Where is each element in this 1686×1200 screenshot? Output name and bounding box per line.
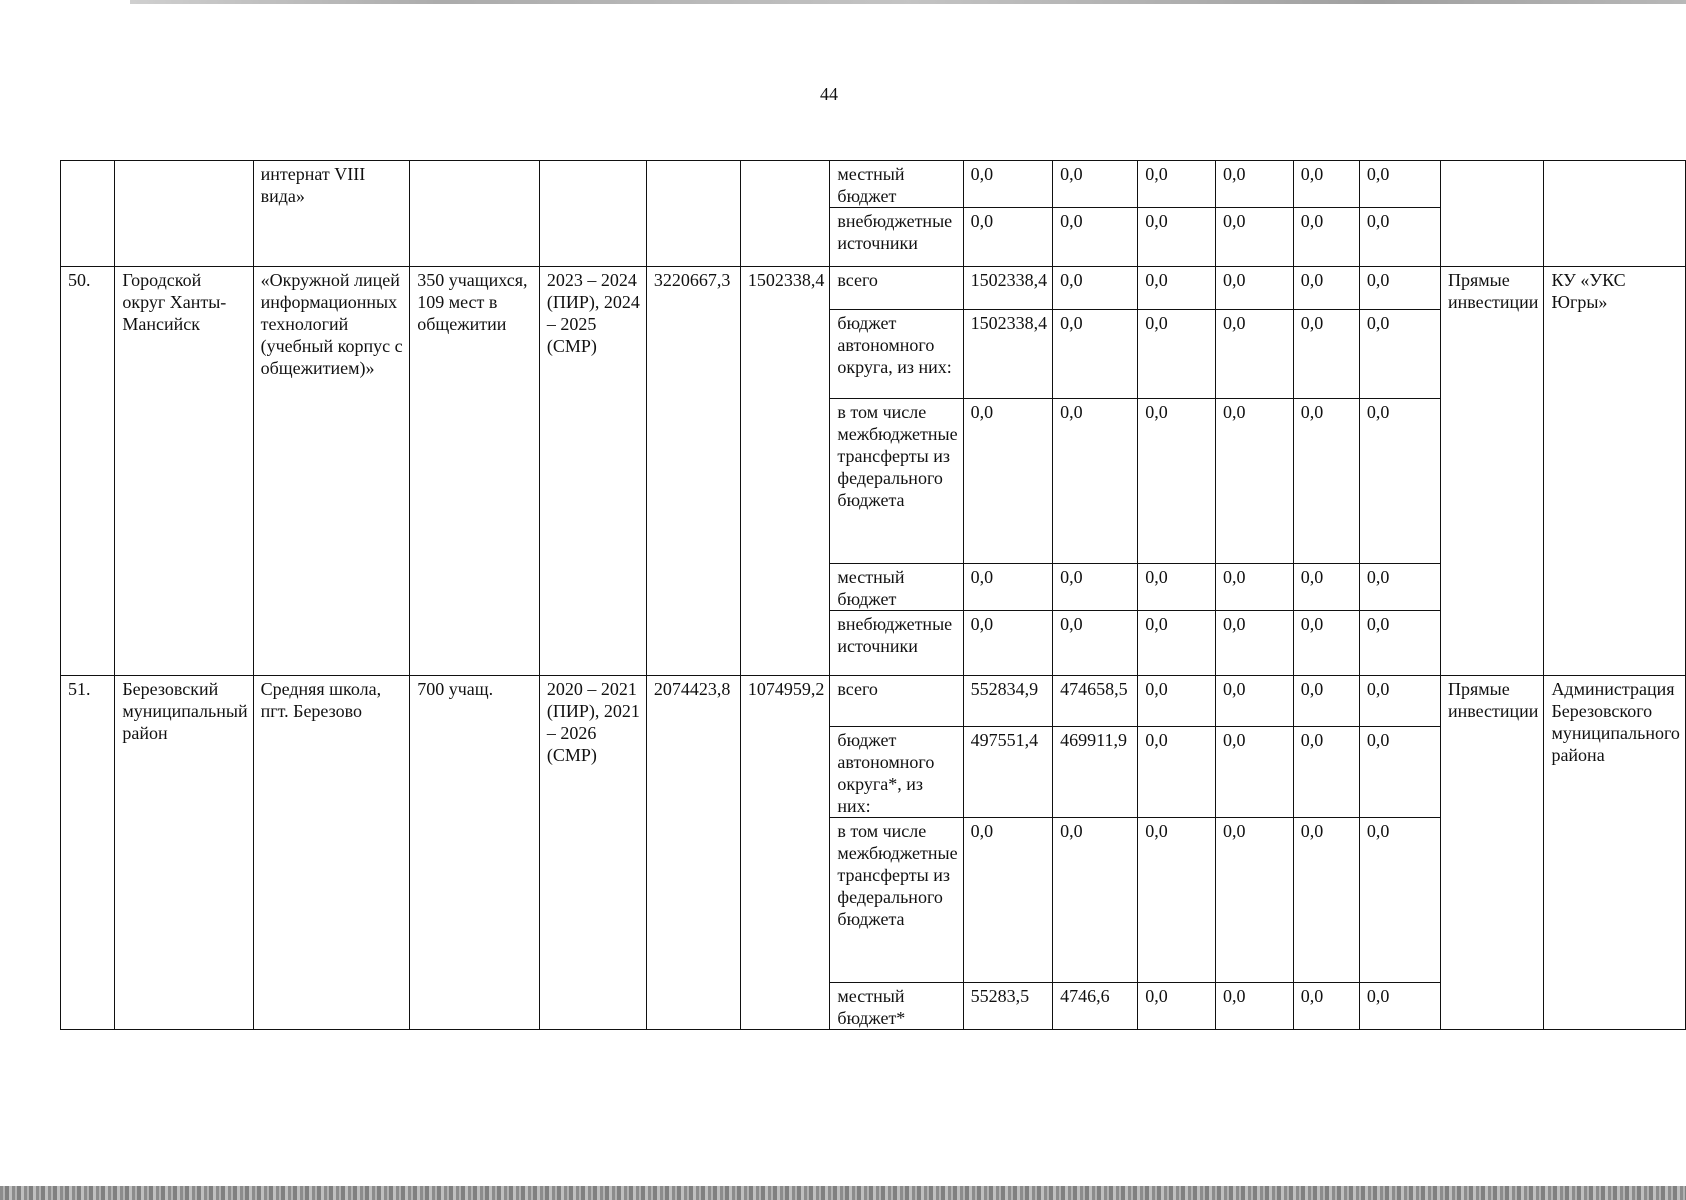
page-number: 44: [820, 84, 838, 104]
cell-period: 2023 – 2024 (ПИР), 2024 – 2025 (СМР): [539, 267, 646, 676]
cell-value: 0,0: [1138, 310, 1216, 399]
cell-value: 0,0: [1359, 267, 1440, 310]
cell-value: 0,0: [1293, 267, 1359, 310]
cell-number: 50.: [61, 267, 115, 676]
table-row: [61, 161, 1686, 208]
scan-edge-top: [130, 0, 1686, 4]
cell-value: 0,0: [1215, 310, 1293, 399]
cell-customer: [1544, 161, 1686, 267]
cell-object: Средняя школа, пгт. Березово: [253, 676, 410, 1030]
cell-value: 0,0: [1053, 818, 1138, 983]
cell-municipality: [115, 161, 253, 267]
cell-value: 0,0: [1053, 611, 1138, 676]
cell-mechanism: Прямые инвестиции: [1440, 676, 1543, 1030]
cell-value: 552834,9: [963, 676, 1053, 727]
cell-value: 0,0: [1359, 727, 1440, 818]
cell-value: 469911,9: [1053, 727, 1138, 818]
cell-value: 0,0: [1138, 727, 1216, 818]
cell-value: 0,0: [1359, 161, 1440, 208]
cell-number: [61, 161, 115, 267]
cell-funding-source: всего: [830, 676, 963, 727]
cell-value: 0,0: [1138, 983, 1216, 1030]
cell-value: 0,0: [1215, 727, 1293, 818]
cell-funding-source: бюджет автономного округа*, из них:: [830, 727, 963, 818]
cell-funding-source: местный бюджет: [830, 161, 963, 208]
cell-object: интернат VIII вида»: [253, 161, 410, 267]
cell-capacity: 350 учащихся, 109 мест в общежитии: [410, 267, 540, 676]
cell-value: 0,0: [1293, 310, 1359, 399]
cell-period: 2020 – 2021 (ПИР), 2021 – 2026 (СМР): [539, 676, 646, 1030]
cell-mechanism: Прямые инвестиции: [1440, 267, 1543, 676]
cell-value: 0,0: [1053, 208, 1138, 267]
cell-value: 0,0: [1359, 676, 1440, 727]
cell-value: 1502338,4: [963, 310, 1053, 399]
cell-value: 0,0: [1215, 983, 1293, 1030]
cell-value: 0,0: [1053, 564, 1138, 611]
cell-funding-source: бюджет автономного округа, из них:: [830, 310, 963, 399]
cell-value: 0,0: [1293, 208, 1359, 267]
cell-number: 51.: [61, 676, 115, 1030]
cell-value: 55283,5: [963, 983, 1053, 1030]
cell-value: 0,0: [963, 399, 1053, 564]
cell-value: 0,0: [1138, 611, 1216, 676]
cell-funding-source: в том числе межбюджетные трансферты из федерального бюджета: [830, 818, 963, 983]
cell-value: 0,0: [963, 611, 1053, 676]
cell-value: 0,0: [1053, 161, 1138, 208]
cell-value: 497551,4: [963, 727, 1053, 818]
cell-value: 0,0: [1293, 818, 1359, 983]
cell-value: 0,0: [1293, 727, 1359, 818]
cell-value: 0,0: [1215, 161, 1293, 208]
cell-value: 0,0: [963, 161, 1053, 208]
cell-funding-source: местный бюджет: [830, 564, 963, 611]
cell-value: 0,0: [1359, 310, 1440, 399]
cell-value: 0,0: [1138, 208, 1216, 267]
cell-customer: КУ «УКС Югры»: [1544, 267, 1686, 676]
scan-edge-bottom: [0, 1186, 1686, 1200]
cell-value: 0,0: [1359, 611, 1440, 676]
cell-value: 0,0: [1293, 611, 1359, 676]
cell-value: 474658,5: [1053, 676, 1138, 727]
cell-value: 0,0: [1215, 818, 1293, 983]
cell-value: 0,0: [1293, 676, 1359, 727]
cell-funding-source: местный бюджет*: [830, 983, 963, 1030]
cell-mechanism: [1440, 161, 1543, 267]
cell-value: 0,0: [1215, 676, 1293, 727]
cell-customer: Администрация Березовского муниципального района: [1544, 676, 1686, 1030]
cell-value: 0,0: [1138, 399, 1216, 564]
table-row: [61, 267, 1686, 310]
cell-remaining: [740, 161, 830, 267]
cell-value: 1502338,4: [963, 267, 1053, 310]
cell-value: 0,0: [1293, 983, 1359, 1030]
investment-table: [60, 160, 1686, 1030]
cell-value: 0,0: [963, 818, 1053, 983]
cell-value: 0,0: [1359, 564, 1440, 611]
cell-municipality: Городской округ Ханты-Мансийск: [115, 267, 253, 676]
cell-value: 0,0: [963, 564, 1053, 611]
cell-value: 0,0: [1293, 564, 1359, 611]
cell-value: 0,0: [1215, 208, 1293, 267]
cell-value: 0,0: [1053, 310, 1138, 399]
cell-value: 4746,6: [1053, 983, 1138, 1030]
cell-value: 0,0: [1215, 267, 1293, 310]
cell-object: «Окружной лицей информационных технологий (учебный корпус с общежитием)»: [253, 267, 410, 676]
cell-value: 0,0: [1293, 399, 1359, 564]
cell-funding-source: внебюджетные источники: [830, 208, 963, 267]
cell-value: 0,0: [1138, 267, 1216, 310]
cell-value: 0,0: [1359, 818, 1440, 983]
cell-value: 0,0: [1053, 399, 1138, 564]
cell-funding-source: всего: [830, 267, 963, 310]
cell-capacity: 700 учащ.: [410, 676, 540, 1030]
cell-municipality: Березовский муниципальный район: [115, 676, 253, 1030]
cell-remaining: 1074959,2: [740, 676, 830, 1030]
cell-period: [539, 161, 646, 267]
cell-value: 0,0: [1215, 611, 1293, 676]
cell-capacity: [410, 161, 540, 267]
table-row: [61, 676, 1686, 727]
cell-value: 0,0: [1138, 676, 1216, 727]
cell-value: 0,0: [1293, 161, 1359, 208]
cell-funding-source: в том числе межбюджетные трансферты из федерального бюджета: [830, 399, 963, 564]
cell-cost: 3220667,3: [646, 267, 740, 676]
cell-value: 0,0: [1138, 161, 1216, 208]
cell-value: 0,0: [1215, 564, 1293, 611]
cell-funding-source: внебюджетные источники: [830, 611, 963, 676]
cell-cost: [646, 161, 740, 267]
cell-value: 0,0: [1359, 208, 1440, 267]
cell-remaining: 1502338,4: [740, 267, 830, 676]
cell-value: 0,0: [1138, 564, 1216, 611]
cell-value: 0,0: [1138, 818, 1216, 983]
cell-value: 0,0: [1359, 983, 1440, 1030]
cell-value: 0,0: [1359, 399, 1440, 564]
cell-value: 0,0: [1053, 267, 1138, 310]
cell-value: 0,0: [1215, 399, 1293, 564]
cell-value: 0,0: [963, 208, 1053, 267]
cell-cost: 2074423,8: [646, 676, 740, 1030]
